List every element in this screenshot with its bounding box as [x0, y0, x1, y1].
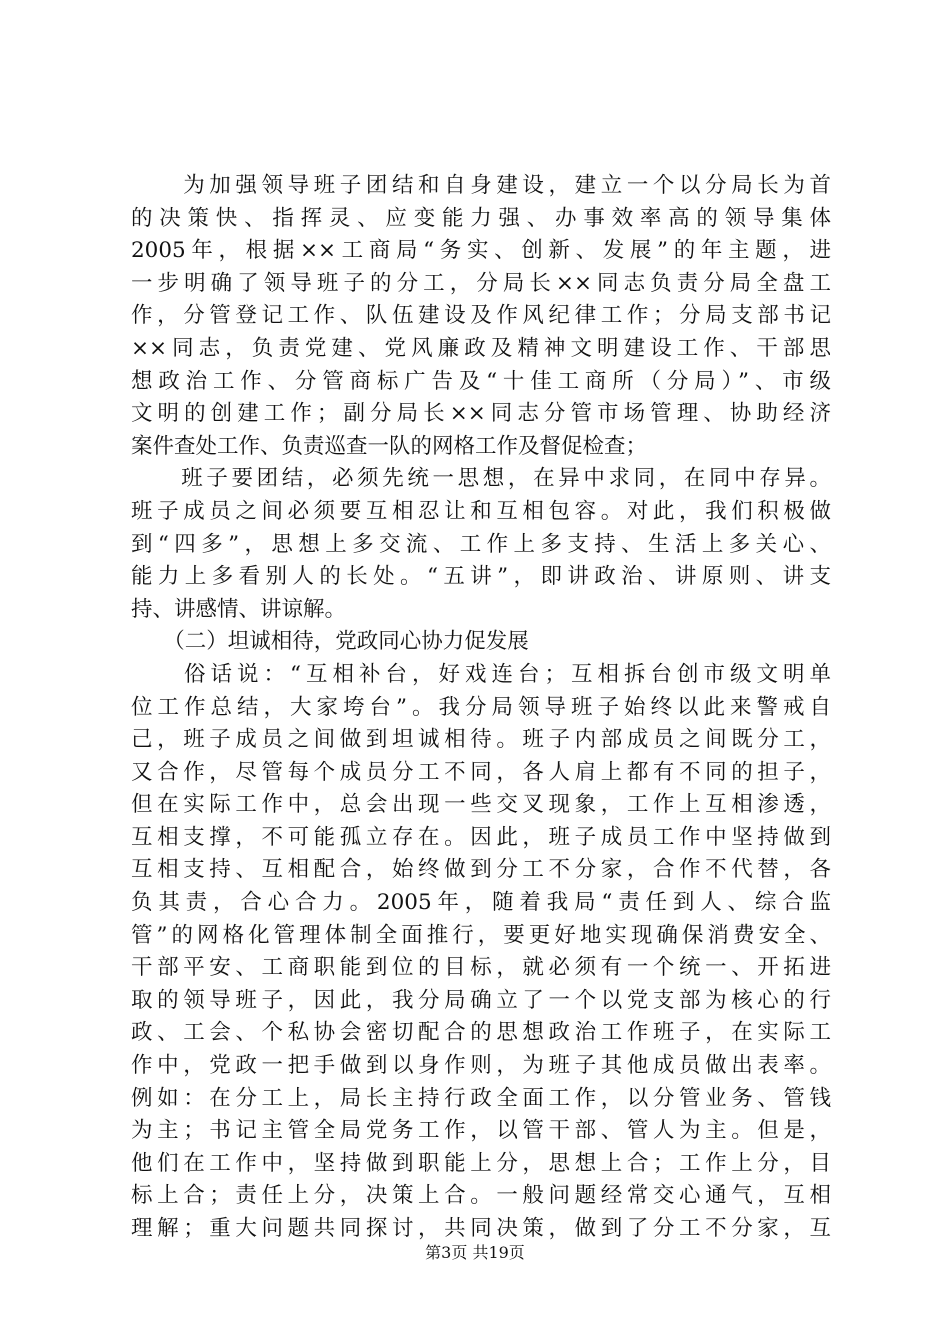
- text-line: 取的领导班子，因此，我分局确立了一个以党支部为核心的行: [131, 987, 831, 1013]
- document-body: [131, 170, 831, 1246]
- text-line: 持、讲感情、讲谅解。: [131, 596, 347, 622]
- text-line: 互相支撑，不可能孤立存在。因此，班子成员工作中坚持做到: [131, 824, 831, 850]
- text-line: 又合作，尽管每个成员分工不同，各人肩上都有不同的担子，: [131, 759, 831, 785]
- text-line: 案件查处工作、负责巡查一队的网格工作及督促检查；: [131, 433, 648, 459]
- page-footer: 第3页 共19页: [425, 1243, 525, 1262]
- text-line: 标上合；责任上分，决策上合。一般问题经常交心通气，互相: [131, 1183, 831, 1209]
- text-line: 例如：在分工上，局长主持行政全面工作，以分管业务、管钱: [131, 1085, 831, 1111]
- text-line: 2005年，根据××工商局“务实、创新、发展”的年主题，进: [131, 238, 831, 264]
- text-line: 一步明确了领导班子的分工，分局长××同志负责分局全盘工: [131, 270, 831, 296]
- text-line: 作，分管登记工作、队伍建设及作风纪律工作；分局支部书记: [131, 303, 831, 329]
- text-line: 班子成员之间必须要互相忍让和互相包容。对此，我们积极做: [131, 498, 831, 524]
- text-line: 俗话说：“互相补台，好戏连台；互相拆台创市级文明单: [131, 661, 831, 687]
- text-line: 他们在工作中，坚持做到职能上分，思想上合；工作上分，目: [131, 1150, 831, 1176]
- text-line: 为主；书记主管全局党务工作，以管干部、管人为主。但是，: [131, 1118, 831, 1144]
- text-line: 到“四多”，思想上多交流、工作上多支持、生活上多关心、: [131, 531, 831, 557]
- text-line: 互相支持、互相配合，始终做到分工不分家，合作不代替，各: [131, 857, 831, 883]
- text-line: 想政治工作、分管商标广告及“十佳工商所（分局）”、市级: [131, 368, 831, 394]
- text-line: 理解；重大问题共同探讨，共同决策，做到了分工不分家，互: [131, 1216, 831, 1241]
- text-line: 文明的创建工作；副分局长××同志分管市场管理、协助经济: [131, 401, 831, 427]
- text-line: 己，班子成员之间做到坦诚相待。班子内部成员之间既分工，: [131, 727, 831, 753]
- text-line: 的决策快、指挥灵、应变能力强、办事效率高的领导集体: [131, 205, 831, 231]
- text-line: 干部平安、工商职能到位的目标，就必须有一个统一、开拓进: [131, 955, 831, 981]
- text-line: 作中，党政一把手做到以身作则，为班子其他成员做出表率。: [131, 1053, 831, 1079]
- text-line: （二）坦诚相待，党政同心协力促发展: [131, 629, 529, 655]
- text-line: 为加强领导班子团结和自身建设，建立一个以分局长为首: [131, 173, 831, 198]
- text-line: ××同志，负责党建、党风廉政及精神文明建设工作、干部思: [131, 335, 831, 361]
- text-line: 负其责，合心合力。2005年，随着我局“责任到人、综合监: [131, 890, 831, 916]
- text-line: 能力上多看别人的长处。“五讲”，即讲政治、讲原则、讲支: [131, 564, 831, 590]
- text-line: 管”的网格化管理体制全面推行，要更好地实现确保消费安全、: [131, 922, 831, 948]
- text-line: 政、工会、个私协会密切配合的思想政治工作班子，在实际工: [131, 1020, 831, 1046]
- text-line: 班子要团结，必须先统一思想，在异中求同，在同中存异。: [131, 466, 831, 492]
- text-line: 但在实际工作中，总会出现一些交叉现象，工作上互相渗透，: [131, 792, 831, 818]
- text-line: 位工作总结，大家垮台”。我分局领导班子始终以此来警戒自: [131, 694, 831, 720]
